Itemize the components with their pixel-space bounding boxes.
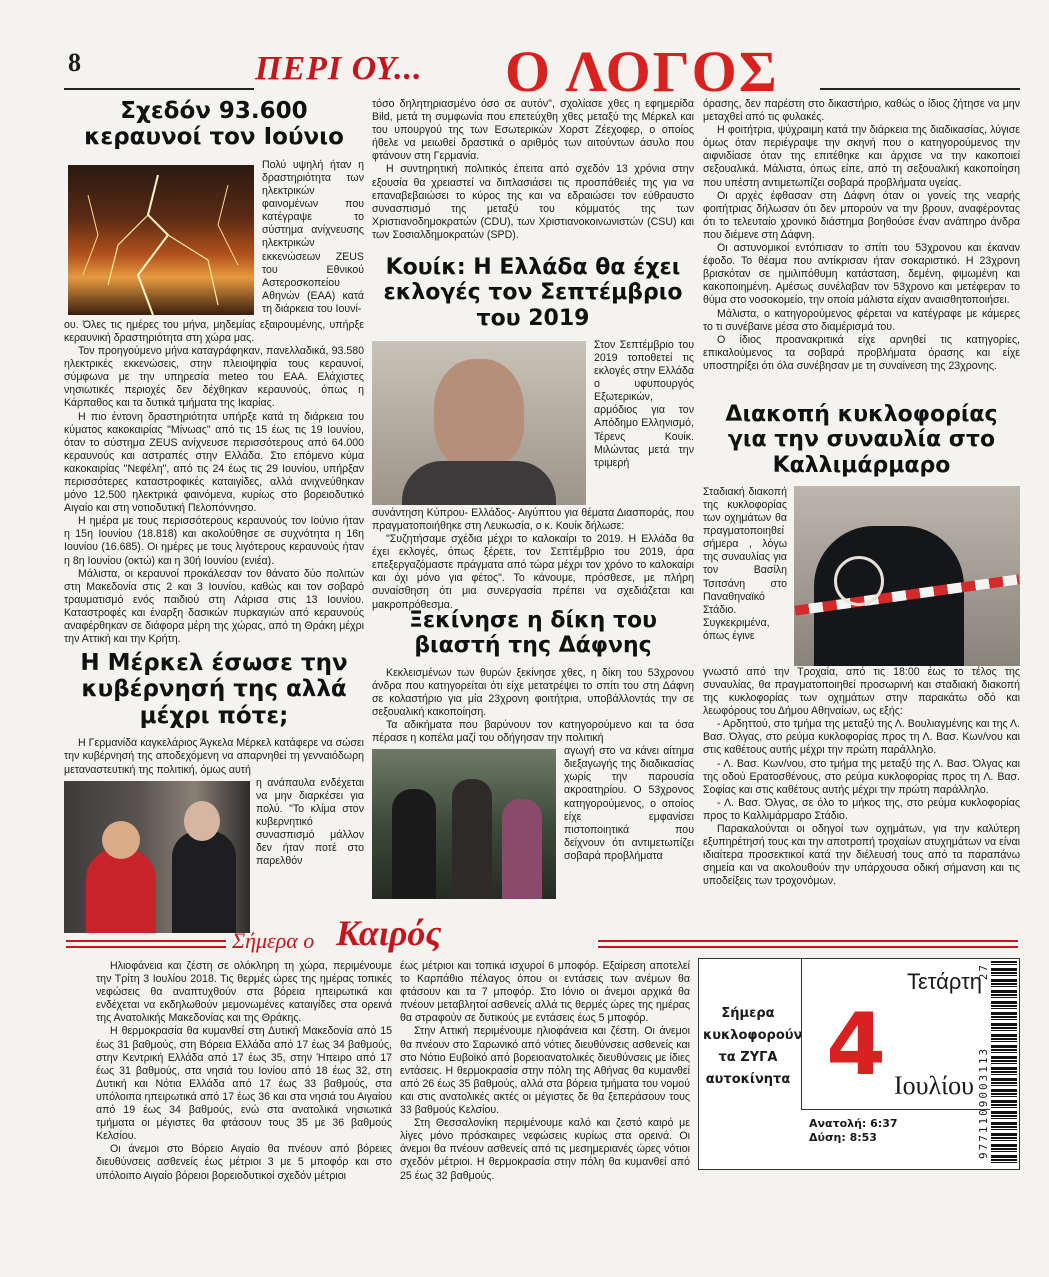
merkel-photo — [64, 781, 250, 933]
masthead-rule-left — [64, 88, 254, 90]
article-dafni-cont-p6: Ο ίδιος προανακριτικά είχε αρνηθεί τις κατηγορίες, επικαλούμενος τα σοβαρά προβλήματα όρασης και είχε υποστηρίξει ότι όλα συνέβησαν με τη συναίνεση της 23χρονης. — [703, 333, 1020, 372]
weather-rule-left-2 — [66, 946, 226, 948]
article-traffic-title: Διακοπή κυκλοφορίας για την συναυλία στο Καλλιμάρμαρο — [725, 402, 998, 478]
quick-shoulders — [402, 461, 556, 505]
article-lightning-p5: Μάλιστα, οι κεραυνοί προκάλεσαν τον θάνατο δύο πολιτών στη Μακεδονία στις 2 και 3 Ιουνίου, καθώς και τον σοβαρό τραυματισμό ενός παιδιού στη Λάρισα στις 13 Ιουνίου. Καταστροφές και έναρξη δασικών πυρκαγιών από κεραυνούς αναφέρθηκαν σε διάφορα μέρη της χώρας, από τη Θράκη μέχρι την Αττική και την Κρήτη. — [64, 567, 364, 646]
merkel-head — [102, 821, 140, 859]
sun-times — [809, 1117, 898, 1145]
article-quick-p2: "Συζητήσαμε σχέδια μέχρι το καλοκαίρι το 2019. Η Ελλάδα θα έχει εκλογές, όπως ξέρετε, τον Σεπτέμβριο του 2019, άρα επεξεργαζόμαστε πράγματα από τώρα μέχρι τον χρόνο το καλοκαίρι και όχι μόνο για φέτος". Το κάνουμε, πρόσθεσε, με πλήρη συναίσθηση ότι μια συνεργασία πρέπει να σχεδιάζεται και μακροπρόθεσμα. — [372, 533, 694, 611]
article-dafni-cont-p5: Μάλιστα, ο κατηγορούμενος φέρεται να κατέγραφε με κάμερες το τι συνέβαινε μέσα στο διαμέρισμά του. — [703, 307, 1020, 333]
masthead-rule-right — [820, 88, 1020, 90]
article-traffic-p2: - Αρδηττού, στο τμήμα της μεταξύ της Λ. Βουλιαγμένης και της Λ. Βασ. Όλγας, στο ρεύμα κυκλοφορίας προς τη Λ. Βασ. Κων/νου και στις καθέτους αυτής μέχρι την πρώτη παράλληλο. — [703, 718, 1020, 757]
barcode-number: 9771109003113 — [977, 1046, 990, 1159]
weather-title-small: Σήμερα ο — [232, 928, 315, 953]
day-number: 4 — [826, 995, 886, 1095]
article-merkel-continued — [372, 98, 694, 242]
court-photo — [372, 749, 556, 899]
quick-portrait-photo — [372, 341, 586, 505]
day-name: Τετάρτη — [906, 969, 982, 994]
person-right — [502, 799, 542, 899]
weather-column-1 — [96, 960, 392, 1183]
quick-head — [434, 359, 524, 469]
article-lightning-wrap: Πολύ υψηλή ήταν η δραστηριότητα των ηλεκτρικών φαινομένων που κατέγραψε το σύστημα ανίχνευσης ηλεκτρικών εκκενώσεων ZEUS του Εθνικού Αστεροσκοπείου Αθηνών (ΕΑΑ) κατά τη διάρκεια του Ιουνί- — [262, 158, 364, 315]
police-photo — [794, 486, 1020, 666]
article-dafni-intro2: Τα αδικήματα που βαρύνουν τον κατηγορούμενο και τα όσα πέρασε η κοπέλα μαζί του οδήγησαν την πολιτική — [372, 718, 694, 745]
article-traffic — [703, 402, 1020, 888]
date-box — [698, 958, 1020, 1170]
weather-p2: Η θερμοκρασία θα κυμανθεί στη Δυτική Μακεδονία από 15 έως 31 βαθμούς, στη Βόρεια Ελλάδα από 17 έως 34 βαθμούς, στην Κεντρική Ελλάδα από 17 έως 35, στην Ήπειρο από 17 έως 31 βαθμούς, στα νησιά του Ιονίου από 18 έως 32, στη Δυτική και Νότια Ελλάδα από 17 έως 33 βαθμούς, στα υπόλοιπα ηπειρωτικά από 17 έως 36 και στα νησιά του Αιγαίου από 19 έως 34 βαθμούς, ενώ στα ανατολικά νησιωτικά τμήματα οι μέγιστες θα φτάσουν τους 35 με 36 βαθμούς Κελσίου. — [96, 1025, 392, 1143]
article-quick — [372, 255, 694, 612]
article-merkel-intro: Η Γερμανίδα καγκελάριος Άγκελα Μέρκελ κατάφερε να σώσει την κυβέρνησή της αποδεχόμενη να απαρνηθεί τη γενναιόδωρη μεταναστευτική της πολιτική, όμως αυτή — [64, 737, 364, 776]
person-left — [392, 789, 436, 899]
weather-rule-right — [598, 940, 1018, 942]
article-traffic-p1: γνωστό από την Τροχαία, από τις 18:00 έως το τέλος της συναυλίας, θα πραγματοποιηθεί προσωρινή και σταδιακή διακοπή της κυκλοφορίας των οχημάτων στην παρακάτω οδό και λεωφόρους του Δήμου Αθηναίων, ως εξής: — [703, 665, 1020, 718]
weather-p4: έως μέτριοι και τοπικά ισχυροί 6 μποφόρ. Εξαίρεση αποτελεί το Καρπάθιο πέλαγος όπου οι εντάσεις των ανέμων θα φτάσουν και τα 7 μποφόρ. Στο Ιόνιο οι άνεμοι αρχικά θα πνέουν μεταβλητοί ασθενείς αλλά τις θερμές ώρες της ημέρας θα στραφούν σε δυτικούς με εντάσεις έως 5 μποφόρ. — [400, 960, 690, 1025]
page-number: 8 — [68, 48, 81, 77]
article-dafni-cont-p2: Η φοιτήτρια, ψύχραιμη κατά την διάρκεια της διαδικασίας, λύγισε όμως όταν περιέγραψε την σκηνή που ο κατηγορούμενος την αιφνιδίασε όταν της επιτέθηκε και άρχισε να την κακοποιεί σεξουαλικά. Μάλιστα, όπως είπε, από τη σεξουαλική κακοποίηση που υπέστη αντιμετωπίζει σοβαρά προβλήματα υγείας. — [703, 124, 1020, 189]
article-lightning-p1: ου. Όλες τις ημέρες του μήνα, μηδεμίας εξαιρουμένης, υπήρξε κεραυνική δραστηριότητα στη χώρα μας. — [64, 318, 364, 344]
sunset-time: Δύση: 8:53 — [809, 1131, 877, 1144]
weather-p3: Οι άνεμοι στο Βόρειο Αιγαίο θα πνέουν από βόρειες διευθύνσεις ασθενείς έως μέτριοι 3 με 5 μποφόρ και στο υπόλοιπο Αιγαίο βόρειοι βορειοδυτικοί σχεδόν μέτριοι — [96, 1143, 392, 1182]
article-merkel-title: Η Μέρκελ έσωσε την κυβέρνησή της αλλά μέχρι πότε; — [80, 650, 348, 729]
police-badge-icon — [834, 556, 884, 606]
article-dafni-wrap: αγωγή στο να κάνει αίτημα διεξαγωγής της διαδικασίας χωρίς την παρουσία ακροατηρίου. Ο 53χρονος κατηγορούμενος, ο οποίος είχε εμφανίσει πιστοποιητικά που δείχνουν ότι αντιμετωπίζει σοβαρά προβλήματα — [564, 745, 694, 862]
article-quick-wrap: Στον Σεπτέμβριο του 2019 τοποθετεί τις εκλογές στην Ελλάδα ο υφυπουργός Εξωτερικών, αρμόδιος για τον Απόδημο Ελληνισμό, Τέρενς Κουίκ. Μιλώντας μετά την τριμερή — [594, 338, 694, 469]
article-lightning-p2: Τον προηγούμενο μήνα καταγράφηκαν, πανελλαδικά, 93.580 ηλεκτρικές εκκενώσεις, στην πλειοψηφία τους κεραυνοί, σύμφωνα με την υπηρεσία meteo του ΕΑΑ. Ελάχιστες νησιωτικές περιοχές δεν δέχθηκαν κεραυνούς, όπως η Κάρπαθος και τα δυτικά τμήματα της Ικαρίας. — [64, 345, 364, 410]
weather-rule-left — [66, 940, 226, 942]
article-dafni-intro: Κεκλεισμένων των θυρών ξεκίνησε χθες, η δίκη του 53χρονου άνδρα που κατηγορείται ότι είχε μετατρέψει το σπίτι του στη Δάφνη σε κολαστήριο για μία 23χρονη φοιτήτρια, υποβάλλοντάς την σε σεξουαλική κακοποίηση. — [372, 666, 694, 718]
article-dafni — [372, 608, 694, 899]
article-merkel-wrap: η ανάπαυλα ενδέχεται να μην διαρκέσει για πολύ. "Το κλίμα στον κυβερνητικό συνασπισμό μάλλον δεν ήταν ποτέ στο παρελθόν — [256, 776, 364, 868]
article-quick-p1: συνάντηση Κύπρου- Ελλάδος- Αιγύπτου για θέματα Διασποράς, που πραγματοποιήθηκε στη Λευκωσία, ο κ. Κουίκ δήλωσε: — [372, 506, 694, 532]
article-lightning-p4: Η ημέρα με τους περισσότερους κεραυνούς τον Ιούνιο ήταν η 15η Ιουνίου (18.818) και ακολούθησε σε συχνότητα η 16η Ιουνίου (16.685). Οι ημέρες με τους λιγότερους κεραυνούς ήταν η 8η Ιουνίου (οκτώ) και η 30ή Ιουνίου (ενιέα). — [64, 515, 364, 567]
lightning-photo — [68, 165, 254, 315]
person-center — [452, 779, 492, 899]
month-name: Ιουλίου — [894, 1071, 975, 1100]
weather-p5: Στην Αττική περιμένουμε ηλιοφάνεια και ζέστη. Οι άνεμοι θα πνέουν στο Σαρωνικό από νότιες διευθύνσεις ασθενείς και στο Νότιο Ευβοϊκό από βορειοανατολικές διευθύνσεις με ίδιες εντάσεις. Η θερμοκρασία στην πόλη της Αθήνας θα κυμανθεί από 26 έως 35 βαθμούς, αλλά στα βόρεια τμήματα του νομού και στις ανατολικές ακτές οι μέγιστες δε θα ξεπεράσουν τους 33 βαθμούς Κελσίου. — [400, 1025, 690, 1117]
weather-title-big: Καιρός — [336, 913, 442, 953]
calendar-block — [801, 959, 990, 1110]
article-lightning-p3: Η πιο έντονη δραστηριότητα υπήρξε κατά τη διάρκεια του κύματος κακοκαιρίας "Μίνωας" από τις 15 έως τις 19 Ιουνίου, όταν το σύστημα ZEUS ανίχνευσε περισσότερους από 64.000 κεραυνούς και αστραπές στην Ελλάδα. Στο επόμενο κύμα κακοκαιρίας "Νεφέλη", από τις 24 έως τις 29 Ιουνίου, υπήρξαν περισσότερες καταστροφικές καταιγίδες, αλλά ανιχνεύθηκαν μόνο 12.500 ηλεκτρικά φαινόμενα, κυρίως στο βορειοδυτικό Αιγαίο και στη νοτιοδυτική Πελοπόννησο. — [64, 410, 364, 515]
weather-rule-right-2 — [598, 946, 1018, 948]
weather-p1: Ηλιοφάνεια και ζέστη σε ολόκληρη τη χώρα, περιμένουμε την Τρίτη 3 Ιουλίου 2018. Τις θερμές ώρες της ημέρας τοπικές νεφώσεις θα αναπτυχθούν στα βόρεια ηπειρωτικά και ενδέχεται να εκδηλωθούν μεμονωμένες καταιγίδες στα ορεινά της Ανατολικής Μακεδονίας και της Θράκης. — [96, 960, 392, 1025]
article-merkel-cont-p2: Η συντηρητική πολιτικός έπειτα από σχεδόν 13 χρόνια στην εξουσία θα χρειαστεί να διπλασιάσει τις προσπάθειές της για να επαναβεβαιώσει το κύρος της και να εδραιώσει τον εύθραυστο συνασπισμό της μεταξύ του κόμματός της των Χριστιανοδημοκρατών (CDU), των Χριστιανοκοινωνιστών (CSU) και των Σοσιαλδημοκρατών (SPD). — [372, 163, 694, 241]
article-traffic-p4: - Λ. Βασ. Όλγας, σε όλο το μήκος της, στο ρεύμα κυκλοφορίας προς το Καλλιμάρμαρο Στάδιο. — [703, 796, 1020, 822]
issue-number: 27 — [977, 963, 990, 981]
article-merkel — [64, 650, 364, 933]
article-dafni-cont-p4: Οι αστυνομικοί εντόπισαν το σπίτι του 53χρονου και έκαναν έφοδο. Το θέαμα που αντίκρισαν ήταν σοκαριστικό. Η 23χρονη βρισκόταν σε ημιλιπόθυμη κατάσταση, δεμένη, φιμωμένη και κακοποιημένη. Αμέσως συνέλαβαν τον 53χρονο και μετέφεραν το θύμα στο νοσοκομείο, την οποία μάλιστα είχαν αναισθητοποιήσει. — [703, 242, 1020, 307]
article-dafni-cont-p3: Οι αρχές έφθασαν στη Δάφνη όταν οι γονείς της νεαρής φοιτήτριας δήλωσαν ότι δεν μπορούν να την βρουν, αναφέροντας ότι το τελευταίο χρονικό διάστημα βοηθούσε έναν ανάπηρο άνδρα που διέμενε στη Δάφνη. — [703, 189, 1020, 241]
weather-column-2 — [400, 960, 690, 1183]
section-title: ΠΕΡΙ ΟΥ... — [255, 50, 423, 87]
article-dafni-cont-p1: όρασης, δεν παρέστη στο δικαστήριο, καθώς ο ίδιος ζήτησε να μην μεταχθεί από τις φυλακές. — [703, 98, 1020, 124]
article-traffic-p3: - Λ. Βασ. Κων/νου, στο τμήμα της μεταξύ της Λ. Βασ. Όλγας και της οδού Ερατοσθένους, στο ρεύμα κυκλοφορίας προς τη Λ. Βασ. Σοφίας και στις καθέτους αυτής μέχρι την πρώτη παράλληλο. — [703, 757, 1020, 796]
article-lightning — [64, 98, 364, 646]
merkel-figure — [86, 849, 156, 933]
barcode — [991, 961, 1017, 1165]
seehofer-figure — [172, 831, 236, 933]
article-dafni-title: Ξεκίνησε η δίκη του βιαστή της Δάφνης — [408, 608, 657, 659]
newspaper-logo: Ο ΛΟΓΟΣ — [505, 39, 779, 104]
article-dafni-continued — [703, 98, 1020, 373]
seehofer-head — [184, 801, 220, 841]
article-quick-title: Κουίκ: Η Ελλάδα θα έχει εκλογές τον Σεπτέμβριο του 2019 — [383, 255, 683, 331]
sunrise-time: Ανατολή: 6:37 — [809, 1117, 898, 1130]
even-plates-note: Σήμερα κυκλοφορούν τα ΖΥΓΑ αυτοκίνητα — [703, 1006, 803, 1087]
article-merkel-cont-p1: τόσο δηλητηριασμένο όσο σε αυτόν", σχολίασε χθες η εφημερίδα Bild, μετά τη συμφωνία που επετεύχθη χθες μεταξύ της Μέρκελ και του υπουργού της των Εσωτερικών Χορστ Ζέεχοφερ, ο οποίος ήθελε να μειωθεί δραστικά ο αριθμός των αιτούντων άσυλο που φτάνουν στη Γερμανία. — [372, 98, 694, 163]
article-traffic-wrap: Σταδιακή διακοπή της κυκλοφορίας των οχημάτων θα πραγματοποιηθεί σήμερα , λόγω της συναυλίας για τον Βασίλη Τσιτσάνη στο Παναθηναϊκό Στάδιο. Συγκεκριμένα, όπως έγινε — [703, 485, 787, 642]
article-lightning-title: Σχεδόν 93.600 κεραυνοί τον Ιούνιο — [84, 98, 344, 151]
weather-p6: Στη Θεσσαλονίκη περιμένουμε καλό και ζεστό καιρό με λίγες μόνο πρόσκαιρες νεφώσεις κυρίως στα ορεινά. Οι άνεμοι θα πνέουν ασθενείς από τις μεσημεριανές ώρες νότιοι σχεδόν μέτριοι. Η θερμοκρασία στην πόλη θα κυμανθεί από 25 έως 32 βαθμούς. — [400, 1117, 690, 1182]
article-traffic-p5: Παρακαλούνται οι οδηγοί των οχημάτων, για την καλύτερη εξυπηρέτησή τους και την αποτροπή τροχαίων ατυχημάτων να είναι ιδιαίτερα προσεκτικοί κατά την διέλευσή τους από τα παραπάνω σημεία και να ακολουθούν την υπάρχουσα οδική σήμανση και τις υποδείξεις των τροχονόμων. — [703, 823, 1020, 888]
lightning-bolt-graphic — [68, 165, 254, 315]
